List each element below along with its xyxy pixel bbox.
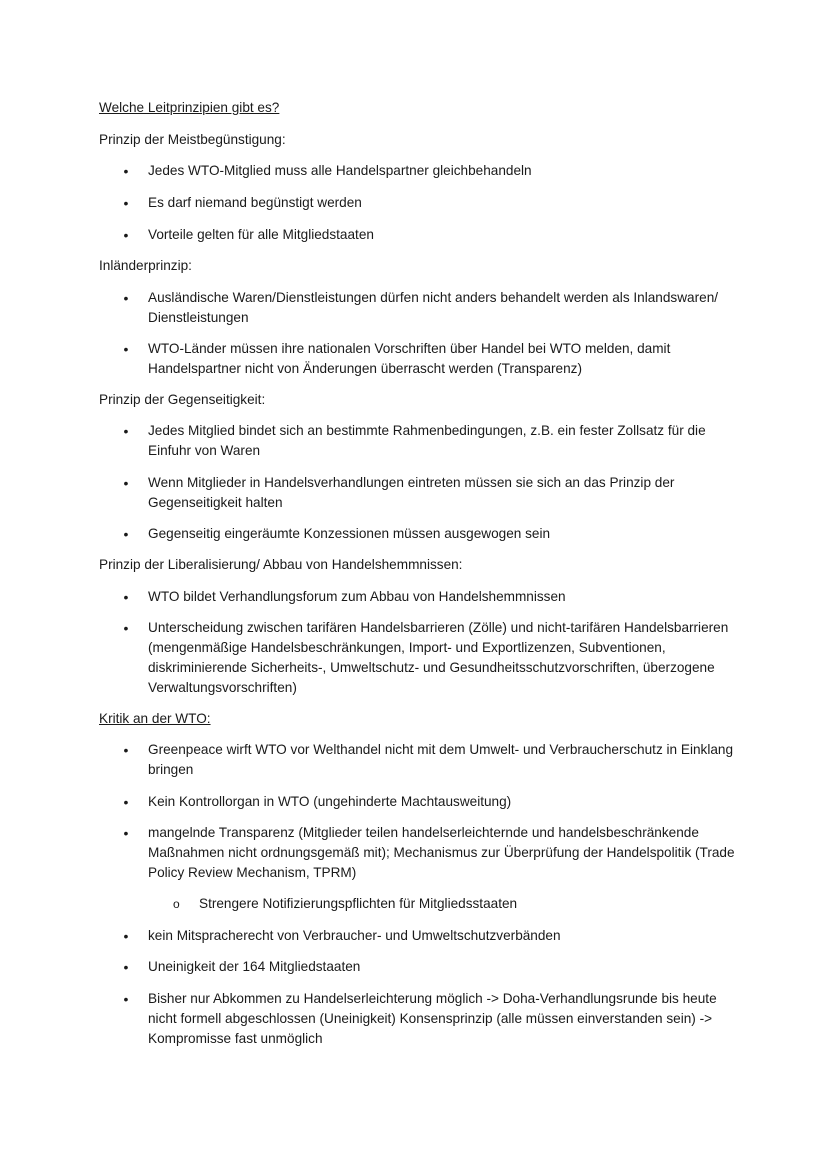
list-item: kein Mitspracherecht von Verbraucher- und Umweltschutzverbänden xyxy=(148,928,561,943)
section-heading-liberalisierung: Prinzip der Liberalisierung/ Abbau von Handelshemmnissen: xyxy=(99,557,463,572)
bullet-icon: • xyxy=(123,163,129,179)
bullet-icon: • xyxy=(123,991,129,1007)
page-title: Welche Leitprinzipien gibt es? xyxy=(99,100,280,115)
list-item: Unterscheidung zwischen tarifären Handelsbarrieren (Zölle) und nicht-tarifären Handelsbarrieren (mengenmäßige Handelsbeschränkungen, Import- und Exportlizenzen, Subventionen, diskriminierende Sicherheits-, Umweltschutz- und Gesundheitsschutzvorschriften, überzogene Verwaltungsvorschriften) xyxy=(148,620,729,695)
list-item: Greenpeace wirft WTO vor Welthandel nicht mit dem Umwelt- und Verbraucherschutz in Einklang bringen xyxy=(148,742,734,777)
bullet-icon: • xyxy=(123,475,129,491)
list-item: Es darf niemand begünstigt werden xyxy=(148,195,362,210)
list-item: Ausländische Waren/Dienstleistungen dürfen nicht anders behandelt werden als Inlandswaren/ Dienstleistungen xyxy=(148,290,719,325)
sub-list-item: Strengere Notifizierungspflichten für Mitgliedsstaaten xyxy=(199,896,518,911)
list-item: Bisher nur Abkommen zu Handelserleichterung möglich -> Doha-Verhandlungsrunde bis heute nicht formell abgeschlossen (Uneinigkeit) Konsensprinzip (alle müssen einverstanden sein) -> Kompromisse fast unmöglich xyxy=(148,991,717,1046)
list-item: Kein Kontrollorgan in WTO (ungehinderte Machtausweitung) xyxy=(148,794,512,809)
bullet-icon: • xyxy=(123,227,129,243)
list-item: Vorteile gelten für alle Mitgliedstaaten xyxy=(148,227,374,242)
bullet-icon: • xyxy=(123,589,129,605)
bullet-icon: • xyxy=(123,794,129,810)
bullet-icon: • xyxy=(123,742,129,758)
bullet-icon: • xyxy=(123,959,129,975)
section-heading-gegenseitigkeit: Prinzip der Gegenseitigkeit: xyxy=(99,392,266,407)
section-heading-inlaenderprinzip: Inländerprinzip: xyxy=(99,258,192,273)
section-heading-meistbeguenstigung: Prinzip der Meistbegünstigung: xyxy=(99,132,286,147)
list-item: Jedes Mitglied bindet sich an bestimmte Rahmenbedingungen, z.B. ein fester Zollsatz für die Einfuhr von Waren xyxy=(148,423,706,458)
sub-bullet-icon: o xyxy=(173,897,180,911)
list-item: Jedes WTO-Mitglied muss alle Handelspartner gleichbehandeln xyxy=(148,163,532,178)
list-item: WTO bildet Verhandlungsforum zum Abbau von Handelshemmnissen xyxy=(148,589,566,604)
bullet-icon: • xyxy=(123,195,129,211)
list-item: mangelnde Transparenz (Mitglieder teilen handelserleichternde und handelsbeschränkende Maßnahmen nicht ordnungsgemäß mit); Mechanismus zur Überprüfung der Handelspolitik (Trade Policy Review Mechanism, TPRM) xyxy=(148,825,735,880)
bullet-icon: • xyxy=(123,423,129,439)
list-item: Uneinigkeit der 164 Mitgliedstaaten xyxy=(148,959,361,974)
bullet-icon: • xyxy=(123,341,129,357)
list-item: Wenn Mitglieder in Handelsverhandlungen eintreten müssen sie sich an das Prinzip der Gegenseitigkeit halten xyxy=(148,475,675,510)
list-item: Gegenseitig eingeräumte Konzessionen müssen ausgewogen sein xyxy=(148,526,551,541)
bullet-icon: • xyxy=(123,526,129,542)
list-item: WTO-Länder müssen ihre nationalen Vorschriften über Handel bei WTO melden, damit Handelspartner nicht von Änderungen überrascht werden (Transparenz) xyxy=(148,341,671,376)
bullet-icon: • xyxy=(123,290,129,306)
section-heading-kritik: Kritik an der WTO: xyxy=(99,711,211,726)
bullet-icon: • xyxy=(123,620,129,636)
bullet-icon: • xyxy=(123,825,129,841)
bullet-icon: • xyxy=(123,928,129,944)
